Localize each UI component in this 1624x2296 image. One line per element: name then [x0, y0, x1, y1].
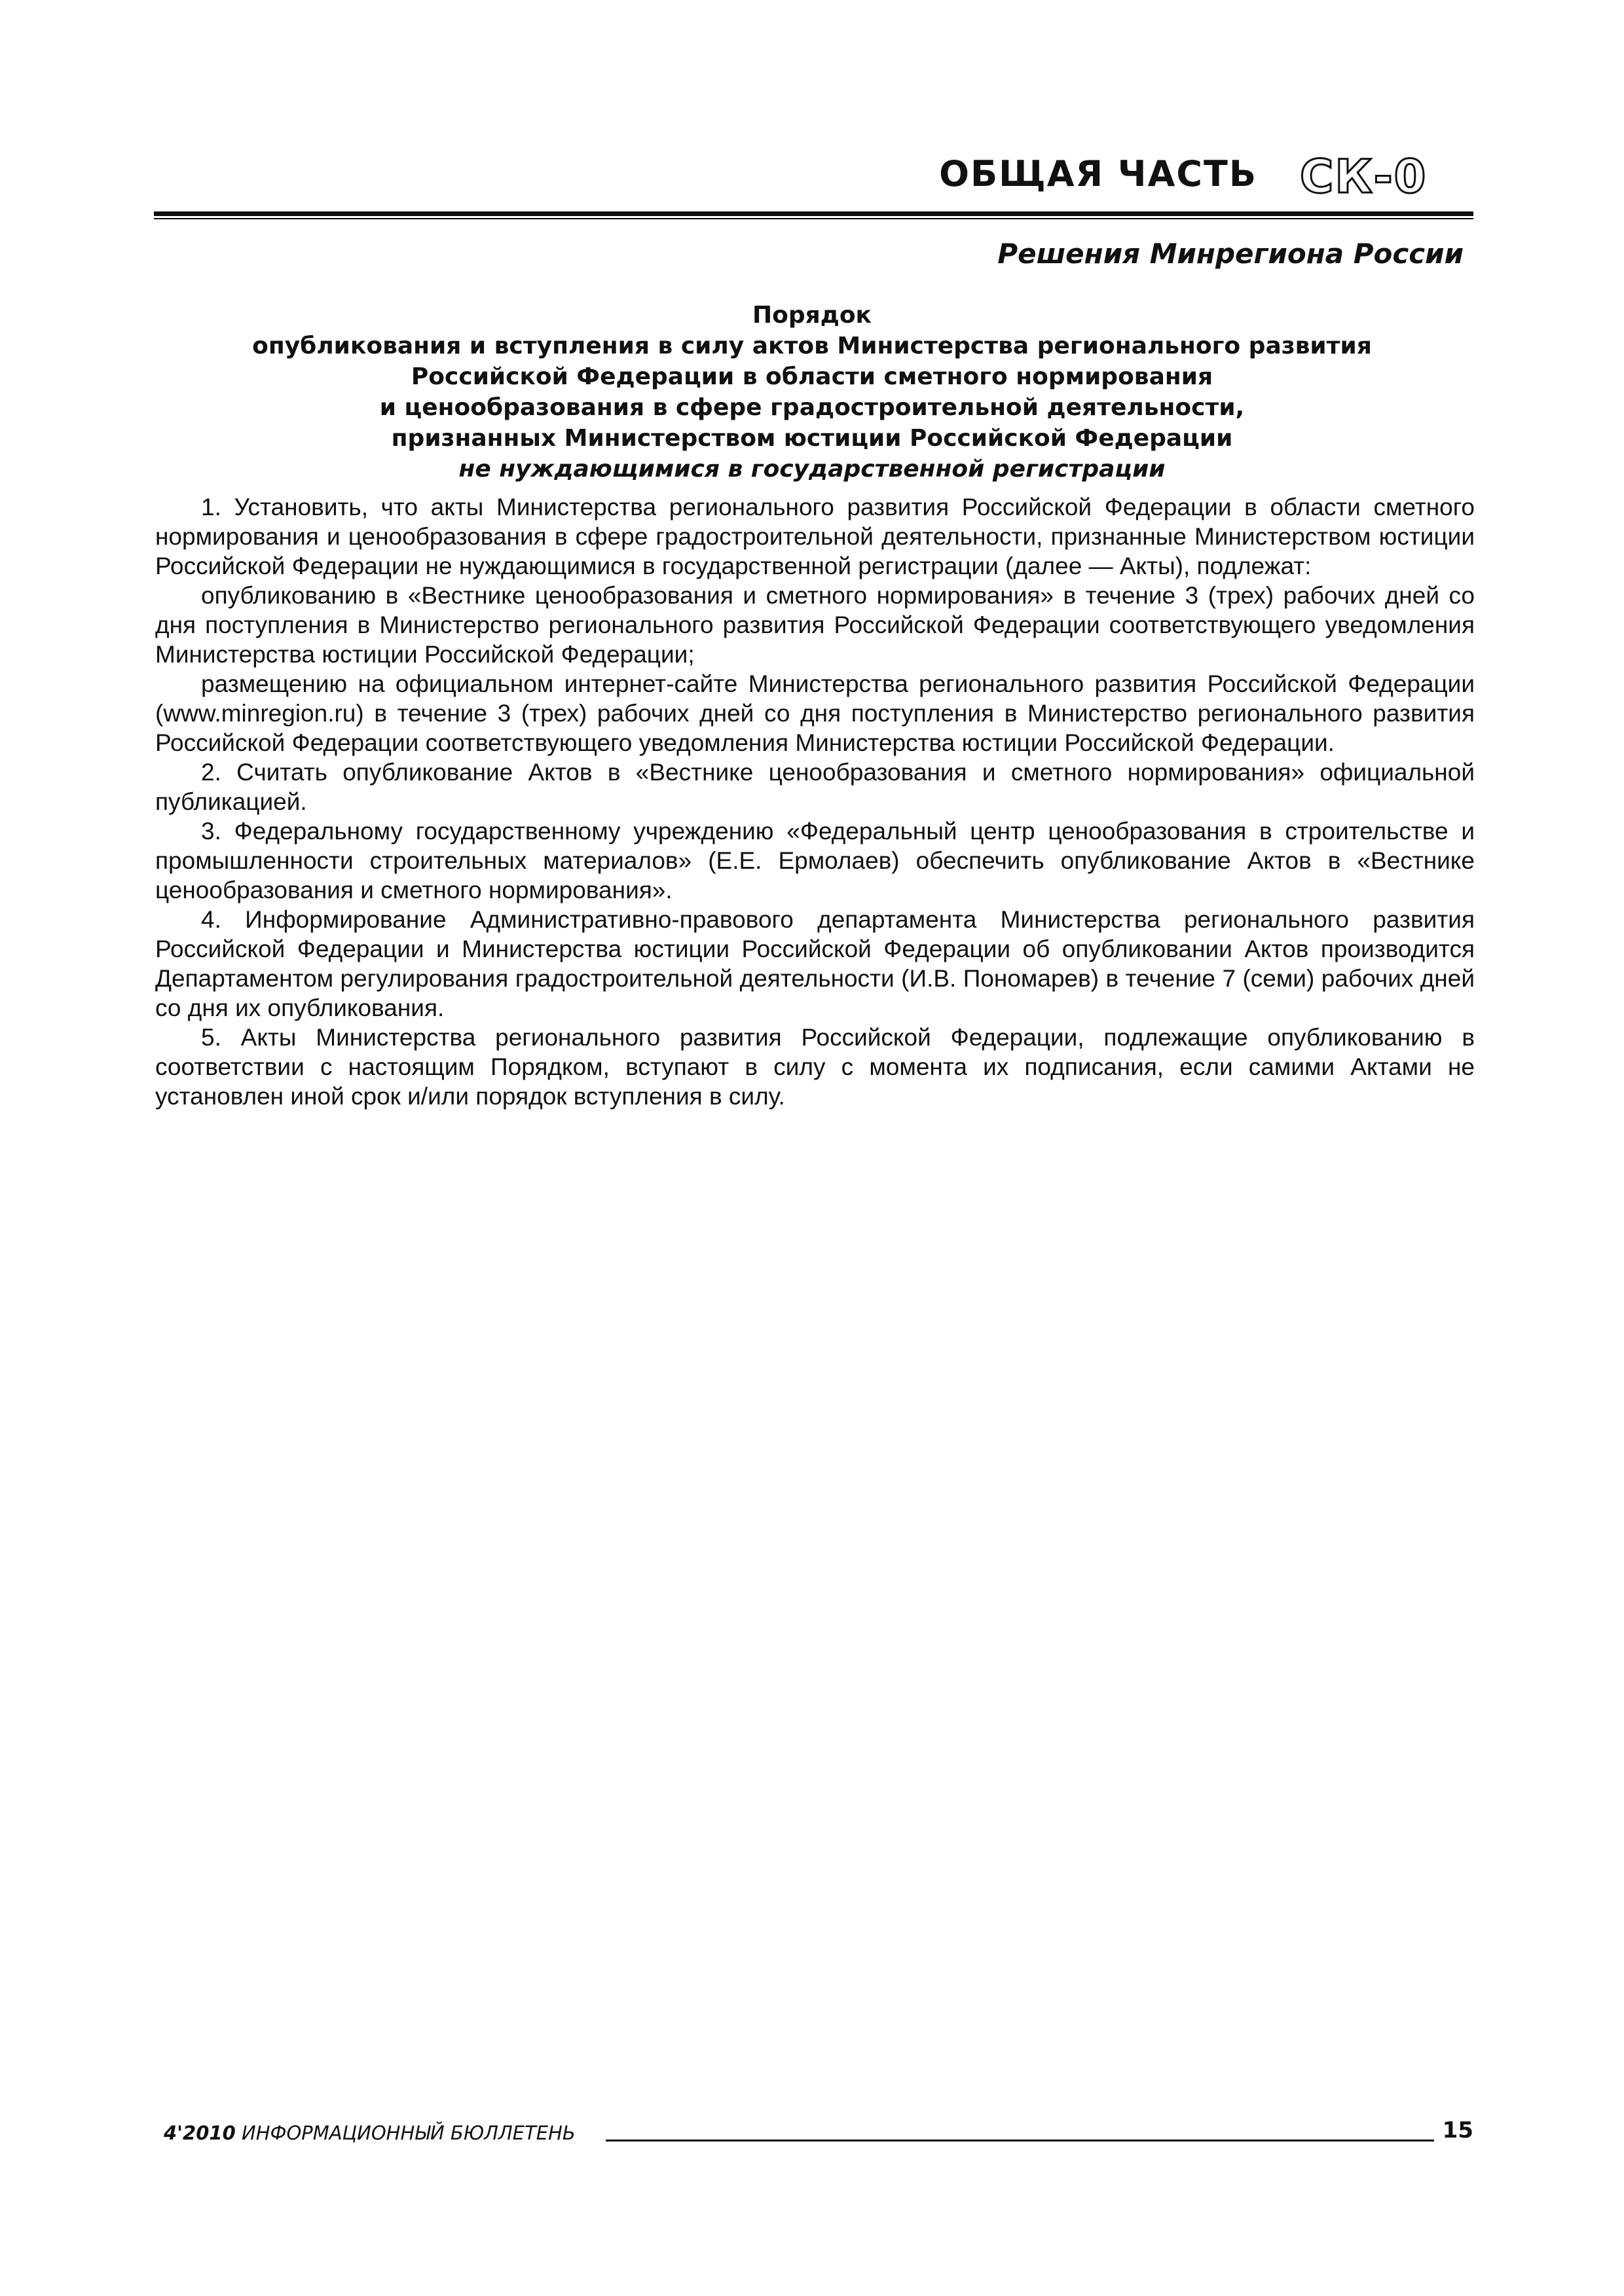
paragraph-3: 3. Федеральному государственному учреждению «Федеральный центр ценообразования в строительстве и промышленности строительных материалов» (Е.Е. Ермолаев) обеспечить опубликование Актов в «Вестнике ценообразования и сметного нормирования».	[155, 818, 1475, 903]
document-title-line: признанных Министерством юстиции Российской Федерации	[391, 425, 1233, 452]
section-code-emblem: СК-0	[1300, 150, 1428, 204]
paragraph-4: 4. Информирование Административно-правового департамента Министерства регионального развития Российской Федерации и Министерства юстиции Российской Федерации об опубликовании Актов производится Департаментом регулирования градостроительной деятельности (И.В. Пономарев) в течение 7 (семи) рабочих дней со дня их опубликования.	[155, 906, 1475, 1021]
footer-divider	[606, 2140, 1434, 2141]
paragraph-1-item-website: размещению на официальном интернет-сайте Министерства регионального развития Российской Федерации (www.minregion.ru) в течение 3 (трех) рабочих дней со дня поступления в Министерство регионального развития Российской Федерации соответствующего уведомления Министерства юстиции Российской Федерации.	[155, 670, 1475, 756]
document-title-line: не нуждающимися в государственной регистрации	[458, 456, 1166, 483]
document-title-line: Порядок	[752, 302, 872, 329]
paragraph-1-item-publication: опубликованию в «Вестнике ценообразования и сметного нормирования» в течение 3 (трех) рабочих дней со дня поступления в Министерство регионального развития Российской Федерации соответствующего уведомления Министерства юстиции Российской Федерации;	[155, 582, 1475, 668]
section-header-title: ОБЩАЯ ЧАСТЬ	[939, 153, 1257, 194]
document-title-line: Российской Федерации в области сметного нормирования	[411, 363, 1213, 390]
document-title-line: и ценообразования в сфере градостроительной деятельности,	[379, 394, 1245, 421]
section-subheading: Решения Минрегиона России	[997, 238, 1464, 270]
paragraph-5: 5. Акты Министерства регионального развития Российской Федерации, подлежащие опубликованию в соответствии с настоящим Порядком, вступают в силу с момента их подписания, если самими Актами не установлен иной срок и/или порядок вступления в силу.	[155, 1024, 1475, 1110]
paragraph-1: 1. Установить, что акты Министерства регионального развития Российской Федерации в области сметного нормирования и ценообразования в сфере градостроительной деятельности, признанные Министерством юстиции Российской Федерации не нуждающимися в государственной регистрации (далее — Акты), подлежат:	[155, 494, 1475, 579]
footer-publication	[164, 2121, 622, 2145]
header-divider	[154, 211, 1473, 216]
document-body	[155, 492, 1475, 1111]
footer-issue: 4'2010	[164, 2122, 236, 2144]
document-title-line: опубликования и вступления в силу актов Министерства регионального развития	[252, 333, 1372, 359]
footer-publication-name: ИНФОРМАЦИОННЫЙ БЮЛЛЕТЕНЬ	[242, 2122, 576, 2144]
header-divider-thin	[154, 218, 1473, 219]
page-number: 15	[1442, 2117, 1473, 2143]
paragraph-2: 2. Считать опубликование Актов в «Вестнике ценообразования и сметного нормирования» официальной публикацией.	[155, 759, 1475, 815]
document-title	[157, 300, 1467, 484]
